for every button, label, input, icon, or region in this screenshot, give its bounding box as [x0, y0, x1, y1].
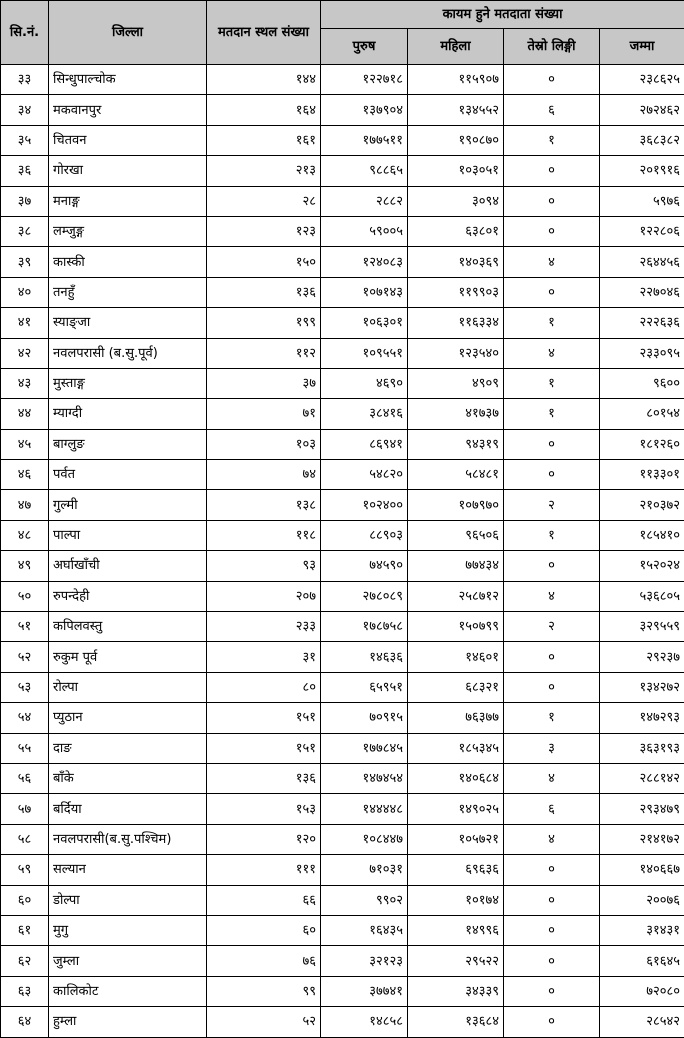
cell-total: २०१९१६: [600, 156, 684, 186]
cell-district: कालिकोट: [49, 976, 207, 1006]
cell-third-gender: ६: [504, 95, 600, 125]
cell-total: २००७६: [600, 885, 684, 915]
header-male: पुरुष: [321, 29, 408, 65]
cell-sn: ४१: [1, 308, 49, 338]
cell-sn: ३७: [1, 186, 49, 216]
cell-male: ७१०३१: [321, 855, 408, 885]
cell-total: ३१४३१: [600, 915, 684, 945]
cell-district: कपिलवस्तु: [49, 612, 207, 642]
cell-district: तनहुँ: [49, 277, 207, 307]
cell-district: मकवानपुर: [49, 95, 207, 125]
cell-sn: ६०: [1, 885, 49, 915]
cell-female: ११९९०३: [408, 277, 504, 307]
cell-district: पाल्पा: [49, 520, 207, 550]
cell-total: १२२८०६: [600, 216, 684, 246]
cell-male: ९८८६५: [321, 156, 408, 186]
cell-sn: ६२: [1, 946, 49, 976]
cell-district: नवलपरासी (ब.सु.पूर्व): [49, 338, 207, 368]
cell-total: ९६००: [600, 368, 684, 398]
cell-district: रुकुम पूर्व: [49, 642, 207, 672]
cell-male: ३८४१६: [321, 399, 408, 429]
cell-male: ३२१२३: [321, 946, 408, 976]
cell-total: ११३३०१: [600, 460, 684, 490]
cell-sn: ५८: [1, 824, 49, 854]
cell-third-gender: १: [504, 399, 600, 429]
table-row: [1, 763, 684, 793]
cell-polling-stations: ११८: [207, 520, 321, 550]
table-row: [1, 125, 684, 155]
cell-female: ३४३३९: [408, 976, 504, 1006]
cell-female: ३०९४: [408, 186, 504, 216]
cell-polling-stations: ५२: [207, 1007, 321, 1037]
cell-female: १९०८७०: [408, 125, 504, 155]
cell-polling-stations: १५३: [207, 794, 321, 824]
cell-district: चितवन: [49, 125, 207, 155]
cell-sn: ५६: [1, 763, 49, 793]
table-row: [1, 368, 684, 398]
cell-district: पर्वत: [49, 460, 207, 490]
cell-sn: ६३: [1, 976, 49, 1006]
cell-district: गुल्मी: [49, 490, 207, 520]
cell-polling-stations: १३६: [207, 277, 321, 307]
cell-third-gender: ०: [504, 460, 600, 490]
cell-polling-stations: ६६: [207, 885, 321, 915]
cell-sn: ३६: [1, 156, 49, 186]
cell-female: १४०६८४: [408, 763, 504, 793]
cell-female: १०७९७०: [408, 490, 504, 520]
table-header: [1, 1, 684, 65]
cell-total: १४०६६७: [600, 855, 684, 885]
cell-total: १५२०२४: [600, 551, 684, 581]
cell-male: ८६९४१: [321, 429, 408, 459]
cell-female: ६९६३६: [408, 855, 504, 885]
cell-total: २९२३७: [600, 642, 684, 672]
cell-polling-stations: १४४: [207, 65, 321, 95]
cell-district: दाङ: [49, 733, 207, 763]
cell-male: ८८९०३: [321, 520, 408, 550]
cell-male: ४६९०: [321, 368, 408, 398]
table-row: [1, 338, 684, 368]
cell-total: २३३०९५: [600, 338, 684, 368]
table-row: [1, 642, 684, 672]
cell-third-gender: ४: [504, 581, 600, 611]
cell-male: १४८५८: [321, 1007, 408, 1037]
cell-sn: ६१: [1, 915, 49, 945]
cell-female: ४१७३७: [408, 399, 504, 429]
cell-total: २९३४७९: [600, 794, 684, 824]
cell-sn: ५०: [1, 581, 49, 611]
cell-district: गोरखा: [49, 156, 207, 186]
table-row: [1, 551, 684, 581]
table-row: [1, 672, 684, 702]
cell-sn: ३८: [1, 216, 49, 246]
cell-total: ७२०८०: [600, 976, 684, 1006]
cell-third-gender: ०: [504, 855, 600, 885]
cell-total: २२२६३६: [600, 308, 684, 338]
cell-sn: ४४: [1, 399, 49, 429]
table-row: [1, 824, 684, 854]
cell-polling-stations: ९९: [207, 976, 321, 1006]
cell-male: १०६३०१: [321, 308, 408, 338]
table-row: [1, 885, 684, 915]
cell-district: बर्दिया: [49, 794, 207, 824]
cell-female: ९४३१९: [408, 429, 504, 459]
cell-total: २८५४२: [600, 1007, 684, 1037]
cell-third-gender: ०: [504, 946, 600, 976]
cell-polling-stations: ७१: [207, 399, 321, 429]
cell-third-gender: ०: [504, 156, 600, 186]
cell-polling-stations: २८: [207, 186, 321, 216]
cell-third-gender: ०: [504, 551, 600, 581]
cell-female: १३४५५२: [408, 95, 504, 125]
table-row: [1, 581, 684, 611]
table-row: [1, 1007, 684, 1037]
header-voters-group: कायम हुने मतदाता संख्या: [321, 1, 684, 29]
cell-female: ९६५०६: [408, 520, 504, 550]
cell-third-gender: ०: [504, 915, 600, 945]
cell-male: ३७७४१: [321, 976, 408, 1006]
cell-sn: ५७: [1, 794, 49, 824]
cell-polling-stations: १३६: [207, 763, 321, 793]
cell-polling-stations: ११२: [207, 338, 321, 368]
cell-third-gender: ४: [504, 763, 600, 793]
cell-male: ९९०२: [321, 885, 408, 915]
cell-third-gender: १: [504, 125, 600, 155]
cell-sn: ३९: [1, 247, 49, 277]
cell-third-gender: ०: [504, 429, 600, 459]
cell-female: १५०७९९: [408, 612, 504, 642]
cell-total: ३२९५५९: [600, 612, 684, 642]
cell-third-gender: २: [504, 612, 600, 642]
header-district: जिल्ला: [49, 1, 207, 65]
cell-third-gender: ०: [504, 65, 600, 95]
cell-polling-stations: १६४: [207, 95, 321, 125]
table-row: [1, 490, 684, 520]
cell-polling-stations: १११: [207, 855, 321, 885]
cell-total: ५३६८०५: [600, 581, 684, 611]
cell-male: १२४०८३: [321, 247, 408, 277]
cell-male: १६४३५: [321, 915, 408, 945]
table-row: [1, 277, 684, 307]
cell-male: १७७८४५: [321, 733, 408, 763]
cell-sn: ५२: [1, 642, 49, 672]
cell-district: सिन्धुपाल्चोक: [49, 65, 207, 95]
header-third-gender: तेस्रो लिङ्गी: [504, 29, 600, 65]
cell-male: १४६३६: [321, 642, 408, 672]
cell-polling-stations: ३१: [207, 642, 321, 672]
cell-third-gender: ०: [504, 885, 600, 915]
cell-female: १०१७४: [408, 885, 504, 915]
table-row: [1, 95, 684, 125]
table-row: [1, 794, 684, 824]
cell-sn: ३३: [1, 65, 49, 95]
cell-female: २५८७१२: [408, 581, 504, 611]
cell-total: २१४१७२: [600, 824, 684, 854]
cell-total: ३६८३८२: [600, 125, 684, 155]
cell-female: २९५२२: [408, 946, 504, 976]
cell-total: २३८६२५: [600, 65, 684, 95]
cell-polling-stations: १६१: [207, 125, 321, 155]
cell-polling-stations: १३८: [207, 490, 321, 520]
cell-female: ७६३७७: [408, 703, 504, 733]
cell-female: १३६८४: [408, 1007, 504, 1037]
cell-third-gender: १: [504, 703, 600, 733]
cell-male: २८८२: [321, 186, 408, 216]
cell-third-gender: ०: [504, 976, 600, 1006]
cell-male: १४४४४८: [321, 794, 408, 824]
table-row: [1, 460, 684, 490]
cell-district: बाँके: [49, 763, 207, 793]
table-row: [1, 703, 684, 733]
cell-total: १८५४१०: [600, 520, 684, 550]
cell-total: २७२४६२: [600, 95, 684, 125]
cell-sn: ४७: [1, 490, 49, 520]
cell-male: १७७५११: [321, 125, 408, 155]
cell-polling-stations: ३७: [207, 368, 321, 398]
cell-total: २१०३७२: [600, 490, 684, 520]
cell-third-gender: ०: [504, 672, 600, 702]
cell-female: ११५९०७: [408, 65, 504, 95]
cell-total: १४७२९३: [600, 703, 684, 733]
cell-district: प्युठान: [49, 703, 207, 733]
cell-sn: ४८: [1, 520, 49, 550]
cell-third-gender: ४: [504, 824, 600, 854]
header-total: जम्मा: [600, 29, 684, 65]
cell-female: ५८४८१: [408, 460, 504, 490]
cell-polling-stations: १५१: [207, 703, 321, 733]
table-row: [1, 399, 684, 429]
cell-female: ७७४३४: [408, 551, 504, 581]
cell-total: २२७०४६: [600, 277, 684, 307]
cell-district: मुगु: [49, 915, 207, 945]
cell-third-gender: ०: [504, 642, 600, 672]
cell-sn: ४६: [1, 460, 49, 490]
cell-male: ६५९५१: [321, 672, 408, 702]
cell-district: कास्की: [49, 247, 207, 277]
table-row: [1, 855, 684, 885]
table-row: [1, 156, 684, 186]
cell-male: १०९५५१: [321, 338, 408, 368]
table-row: [1, 733, 684, 763]
cell-district: रोल्पा: [49, 672, 207, 702]
cell-district: डोल्पा: [49, 885, 207, 915]
header-sn: सि.नं.: [1, 1, 49, 65]
cell-sn: ६४: [1, 1007, 49, 1037]
cell-district: जुम्ला: [49, 946, 207, 976]
table-row: [1, 946, 684, 976]
cell-district: स्याङ्जा: [49, 308, 207, 338]
table-body: [1, 65, 684, 1038]
table-row: [1, 186, 684, 216]
cell-male: १०७१४३: [321, 277, 408, 307]
cell-third-gender: ०: [504, 216, 600, 246]
cell-district: नवलपरासी(ब.सु.पश्चिम): [49, 824, 207, 854]
cell-female: १२३५४०: [408, 338, 504, 368]
table-row: [1, 308, 684, 338]
cell-district: म्याग्दी: [49, 399, 207, 429]
cell-female: ६८३२१: [408, 672, 504, 702]
cell-male: ७०९१५: [321, 703, 408, 733]
cell-female: ४९०९: [408, 368, 504, 398]
table-row: [1, 976, 684, 1006]
cell-third-gender: ६: [504, 794, 600, 824]
cell-male: १२२७१८: [321, 65, 408, 95]
cell-female: १४९९६: [408, 915, 504, 945]
cell-male: ५४८२०: [321, 460, 408, 490]
cell-district: बाग्लुङ: [49, 429, 207, 459]
cell-third-gender: ३: [504, 733, 600, 763]
cell-total: २६४४५६: [600, 247, 684, 277]
table-row: [1, 247, 684, 277]
cell-polling-stations: २१३: [207, 156, 321, 186]
cell-sn: ४२: [1, 338, 49, 368]
table-row: [1, 915, 684, 945]
table-row: [1, 65, 684, 95]
cell-female: १०५७२१: [408, 824, 504, 854]
cell-sn: ४५: [1, 429, 49, 459]
cell-sn: ४९: [1, 551, 49, 581]
cell-male: २७८०८९: [321, 581, 408, 611]
cell-sn: ३५: [1, 125, 49, 155]
cell-district: मनाङ्ग: [49, 186, 207, 216]
cell-total: ८०१५४: [600, 399, 684, 429]
cell-sn: ४०: [1, 277, 49, 307]
cell-third-gender: २: [504, 490, 600, 520]
cell-district: रुपन्देही: [49, 581, 207, 611]
cell-female: १४९०२५: [408, 794, 504, 824]
cell-male: १७८७५८: [321, 612, 408, 642]
cell-district: अर्घाखाँची: [49, 551, 207, 581]
cell-total: १३४२७२: [600, 672, 684, 702]
cell-district: लम्जुङ्ग: [49, 216, 207, 246]
cell-polling-stations: १५१: [207, 733, 321, 763]
cell-sn: ३४: [1, 95, 49, 125]
cell-female: १४०३६९: [408, 247, 504, 277]
cell-third-gender: १: [504, 520, 600, 550]
cell-female: १८५३४५: [408, 733, 504, 763]
cell-total: ५९७६: [600, 186, 684, 216]
cell-polling-stations: २०७: [207, 581, 321, 611]
cell-sn: ५५: [1, 733, 49, 763]
table-row: [1, 520, 684, 550]
cell-sn: ५९: [1, 855, 49, 885]
cell-sn: ५३: [1, 672, 49, 702]
table-row: [1, 429, 684, 459]
cell-polling-stations: ७६: [207, 946, 321, 976]
cell-third-gender: ४: [504, 338, 600, 368]
cell-third-gender: ०: [504, 277, 600, 307]
cell-polling-stations: २३३: [207, 612, 321, 642]
cell-third-gender: ०: [504, 186, 600, 216]
cell-male: १०२४००: [321, 490, 408, 520]
cell-female: ११६३३४: [408, 308, 504, 338]
cell-polling-stations: ७४: [207, 460, 321, 490]
cell-male: १४७४५४: [321, 763, 408, 793]
cell-polling-stations: १५०: [207, 247, 321, 277]
cell-polling-stations: १२०: [207, 824, 321, 854]
cell-total: १८१२६०: [600, 429, 684, 459]
cell-district: हुम्ला: [49, 1007, 207, 1037]
cell-polling-stations: १२३: [207, 216, 321, 246]
cell-third-gender: ४: [504, 247, 600, 277]
cell-total: ६१६४५: [600, 946, 684, 976]
cell-third-gender: १: [504, 308, 600, 338]
header-polling-stations: मतदान स्थल संख्या: [207, 1, 321, 65]
cell-sn: ४३: [1, 368, 49, 398]
table-row: [1, 216, 684, 246]
cell-district: मुस्ताङ्ग: [49, 368, 207, 398]
header-female: महिला: [408, 29, 504, 65]
cell-sn: ५४: [1, 703, 49, 733]
cell-polling-stations: ८०: [207, 672, 321, 702]
cell-polling-stations: १९९: [207, 308, 321, 338]
cell-total: ३६३१९३: [600, 733, 684, 763]
cell-male: १३७९०४: [321, 95, 408, 125]
cell-polling-stations: ६०: [207, 915, 321, 945]
cell-male: १०८४४७: [321, 824, 408, 854]
cell-female: १४६०१: [408, 642, 504, 672]
table-row: [1, 612, 684, 642]
cell-male: ७४५९०: [321, 551, 408, 581]
cell-sn: ५१: [1, 612, 49, 642]
cell-polling-stations: १०३: [207, 429, 321, 459]
cell-female: १०३०५१: [408, 156, 504, 186]
cell-third-gender: ०: [504, 1007, 600, 1037]
cell-female: ६३८०१: [408, 216, 504, 246]
cell-male: ५९००५: [321, 216, 408, 246]
cell-third-gender: १: [504, 368, 600, 398]
cell-polling-stations: ९३: [207, 551, 321, 581]
cell-total: २८८१४२: [600, 763, 684, 793]
cell-district: सल्यान: [49, 855, 207, 885]
